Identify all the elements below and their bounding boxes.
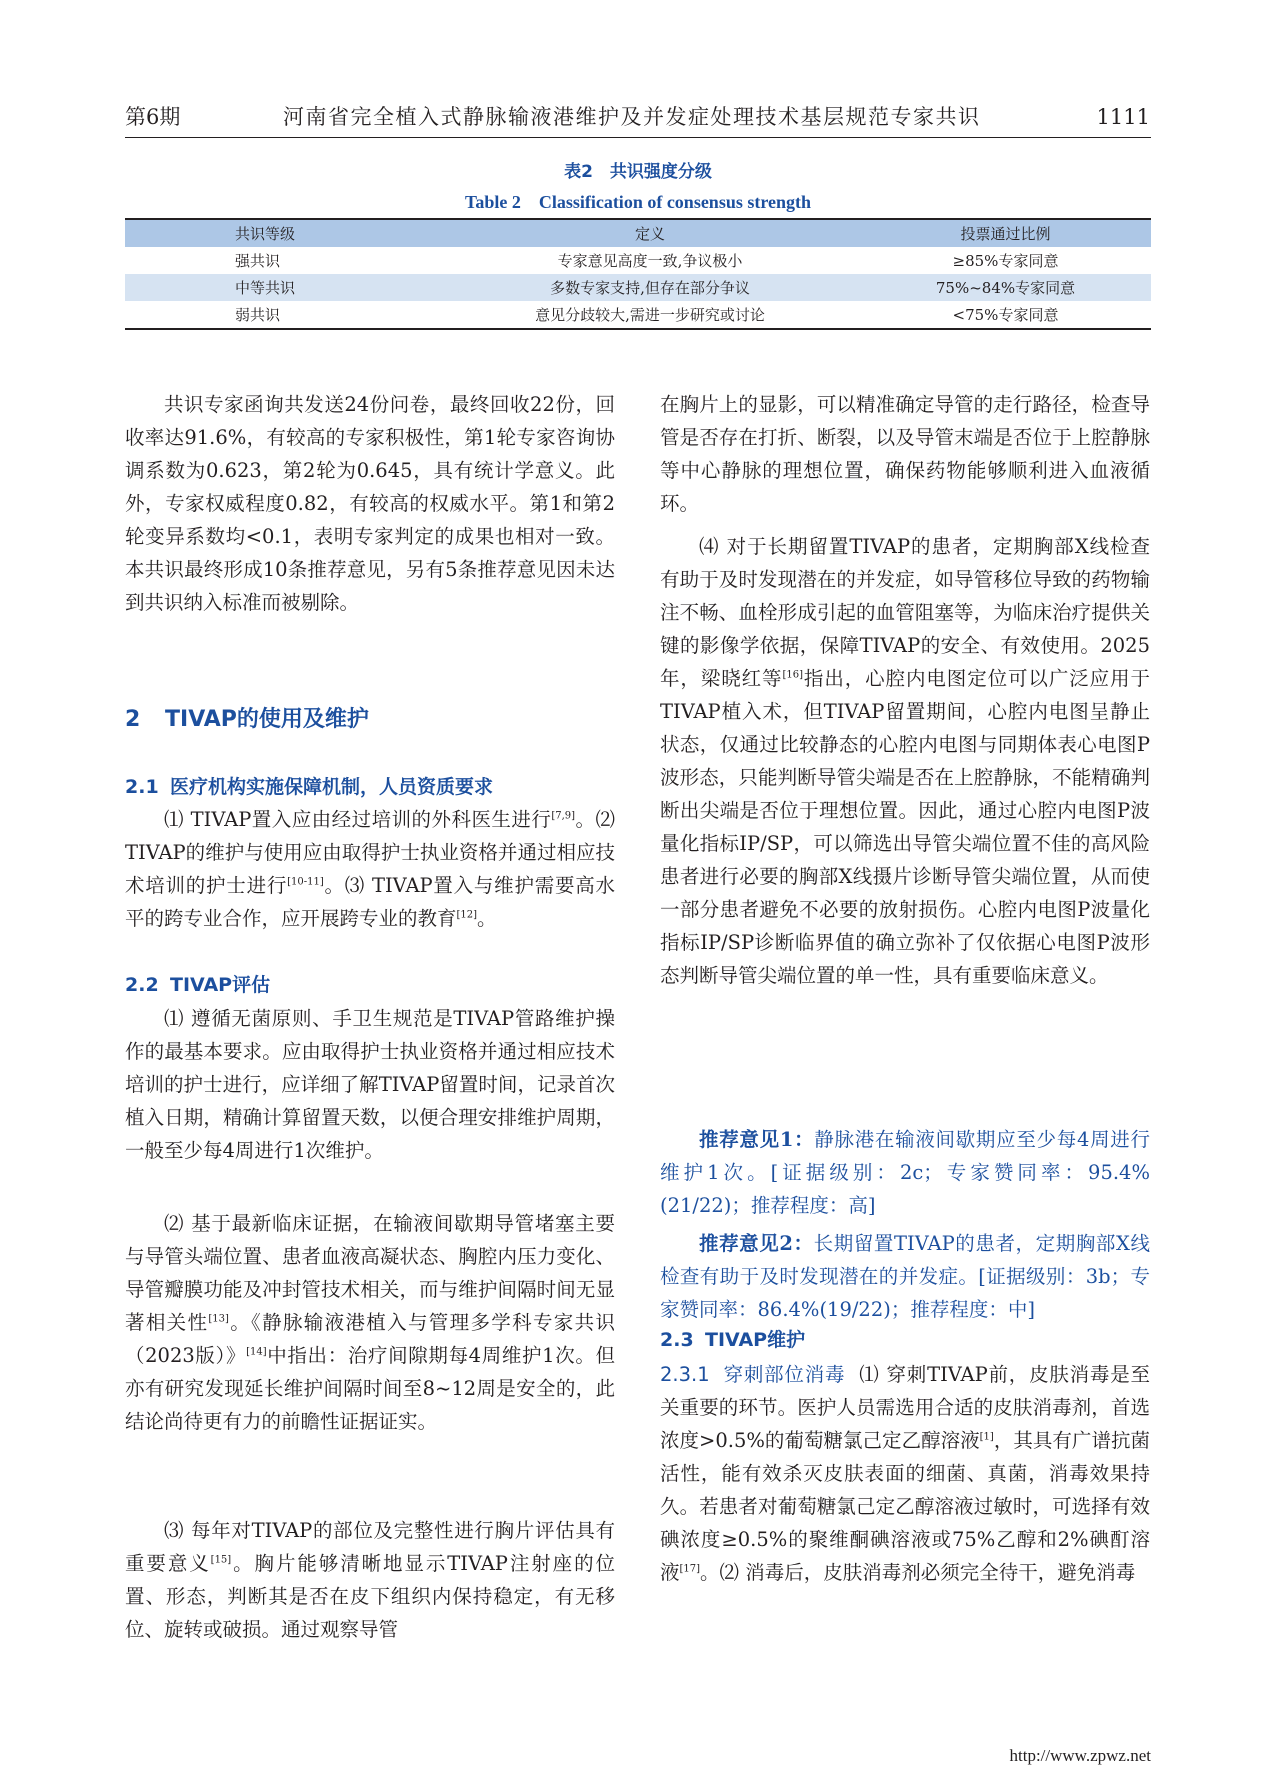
subsection-title: TIVAP维护 [705,1329,806,1351]
expert-survey-paragraph: 共识专家函询共发送24份问卷，最终回收22份，回收率达91.6%，有较高的专家积极性，第1轮专家咨询协调系数为0.623，第2轮为0.645，具有统计学意义。此外，专家权威程度0.82，有较高的权威水平。第1和第2轮变异系数均<0.1，表明专家判定的成果也相对一致。本共识最终形成10条推荐意见，另有5条推荐意见因未达到共识纳入标准而被剔除。 [125,393,615,614]
journal-url: http://www.zpwz.net [1009,1746,1151,1765]
citation: [10-11] [287,876,324,888]
header-rule [125,137,1151,138]
table-row [125,247,1151,274]
chest-film-continuation-paragraph: 在胸片上的显影，可以精准确定导管的走行路径，检查导管是否存在打折、断裂，以及导管末端是否位于上腔静脉等中心静脉的理想位置，确保药物能够顺利进入血液循环。 [660,393,1150,515]
subsection-number: 2.1 [125,776,159,798]
column-header-level: 共识等级 [125,219,440,247]
table-cell: 意见分歧较大,需进一步研究或讨论 [440,301,860,329]
recommendation-label: 推荐意见1： [699,1128,815,1151]
table-cell: 多数专家支持,但存在部分争议 [440,274,860,301]
table-cell: 强共识 [235,252,281,270]
subsubsection-number: 2.3.1 [660,1363,710,1386]
recommendation-1 [660,1123,1150,1222]
table-cell: 中等共识 [125,274,440,301]
assessment-paragraph-3: ⑶ 每年对TIVAP的部位及完整性进行胸片评估具有重要意义[15]。胸片能够清晰地显示TIVAP注射座的位置、形态，判断其是否在皮下组织内保持稳定，有无移位、旋转或破损。通过观察导管 [125,1519,615,1641]
table-caption-zh: 表2 共识强度分级 [564,162,712,182]
table-caption-en: Table 2 Classification of consensus strength [464,192,812,212]
assessment-paragraph-1: ⑴ 遵循无菌原则、手卫生规范是TIVAP管路维护操作的最基本要求。应由取得护士执业资格并通过相应技术培训的护士进行，应详细了解TIVAP留置时间，记录首次植入日期，精确计算留置天数，以便合理安排维护周期，一般至少每4周进行1次维护。 [125,1007,615,1162]
table-header-row [125,219,1151,247]
issue-number: 第6期 [125,105,181,129]
recommendation-label: 推荐意见2： [699,1232,814,1255]
subsubsection-title: 穿刺部位消毒 [723,1363,846,1386]
table-cell: 75%~84%专家同意 [860,274,1151,301]
section-heading-2 [125,705,369,735]
citation: [17] [679,1563,701,1575]
recommendation-text: 长期留置TIVAP的患者，定期胸部X线检查有助于及时发现潜在的并发症。[证据级别：3b；专家赞同率：86.4%(19/22)；推荐程度：中] [660,1232,1150,1321]
xray-paragraph: ⑷ 对于长期留置TIVAP的患者，定期胸部X线检查有助于及时发现潜在的并发症，如导管移位导致的药物输注不畅、血栓形成引起的血管阻塞等，为临床治疗提供关键的影像学依据，保障TIVAP的安全、有效使用。2025年，梁晓红等[16]指出，心腔内电图定位可以广泛应用于TIVAP植入术，但TIVAP留置期间，心腔内电图呈静止状态，仅通过比较静态的心腔内电图与同期体表心电图P波形态，只能判断导管尖端是否在上腔静脉，不能精确判断出尖端是否位于理想位置。因此，通过心腔内电图P波量化指标IP/SP，可以筛选出导管尖端位置不佳的高风险患者进行必要的胸部X线摄片诊断导管尖端位置，从而使一部分患者避免不必要的放射损伤。心腔内电图P波量化指标IP/SP诊断临界值的确立弥补了仅依据心电图P波形态判断导管尖端位置的单一性，具有重要临床意义。 [660,535,1150,987]
table-cell: 专家意见高度一致,争议极小 [557,252,743,270]
recommendation-text: 静脉港在输液间歇期应至少每4周进行维护1次。[证据级别：2c；专家赞同率：95.4%(21/22)；推荐程度：高] [660,1128,1150,1217]
running-title: 河南省完全植入式静脉输液港维护及并发症处理技术基层规范专家共识 [283,105,981,129]
table-cell: ≥85%专家同意 [952,252,1059,270]
subsection-number: 2.3 [660,1329,694,1351]
citation: [16] [782,669,803,681]
citation: [12] [456,909,478,921]
citation: [15] [210,1554,232,1566]
subsection-title: 医疗机构实施保障机制，人员资质要求 [170,776,494,798]
citation: [7,9] [551,810,576,822]
section-title: TIVAP的使用及维护 [165,707,369,732]
section-number: 2 [125,707,141,732]
subsection-heading-2-1 [125,772,493,802]
subsection-heading-2-2 [125,970,270,1000]
puncture-disinfection-paragraph: 2.3.1 穿刺部位消毒 ⑴ 穿刺TIVAP前，皮肤消毒是至关重要的环节。医护人员需选用合适的皮肤消毒剂，首选浓度>0.5%的葡萄糖氯己定乙醇溶液[1]，其具有广谱抗菌活性，能有效杀灭皮肤表面的细菌、真菌，消毒效果持久。若患者对葡萄糖氯己定乙醇溶液过敏时，可选择有效碘浓度≥0.5%的聚维酮碘溶液或75%乙醇和2%碘酊溶液[17]。⑵ 消毒后，皮肤消毒剂必须完全待干，避免消毒 [660,1363,1150,1584]
qualification-paragraph: ⑴ TIVAP置入应由经过培训的外科医生进行[7,9]。⑵ TIVAP的维护与使用应由取得护士执业资格并通过相应技术培训的护士进行[10-11]。⑶ TIVAP置入与维护需要高水平的跨专业合作，应开展跨专业的教育[12]。 [125,808,615,930]
table-row [125,274,1151,301]
page-number: 1111 [1096,105,1150,129]
table-row [125,301,1151,329]
recommendation-2 [660,1227,1150,1326]
table-cell: 弱共识 [125,301,440,329]
subsection-title: TIVAP评估 [170,974,271,996]
subsection-heading-2-3 [660,1325,805,1355]
consensus-strength-table [125,218,1151,330]
citation: [14] [246,1346,267,1358]
subsection-number: 2.2 [125,974,159,996]
column-header-definition: 定义 [440,219,860,247]
assessment-paragraph-2: ⑵ 基于最新临床证据，在输液间歇期导管堵塞主要与导管头端位置、患者血液高凝状态、胸腔内压力变化、导管瓣膜功能及冲封管技术相关，而与维护间隔时间无显著相关性[13]。《静脉输液港植入与管理多学科专家共识（2023版）》[14]中指出：治疗间隙期每4周维护1次。但亦有研究发现延长维护间隔时间至8~12周是安全的，此结论尚待更有力的前瞻性证据证实。 [125,1212,615,1433]
citation: [1] [979,1431,994,1443]
citation: [13] [208,1313,229,1325]
column-header-vote-ratio: 投票通过比例 [860,219,1151,247]
table-cell: <75%专家同意 [860,301,1151,329]
